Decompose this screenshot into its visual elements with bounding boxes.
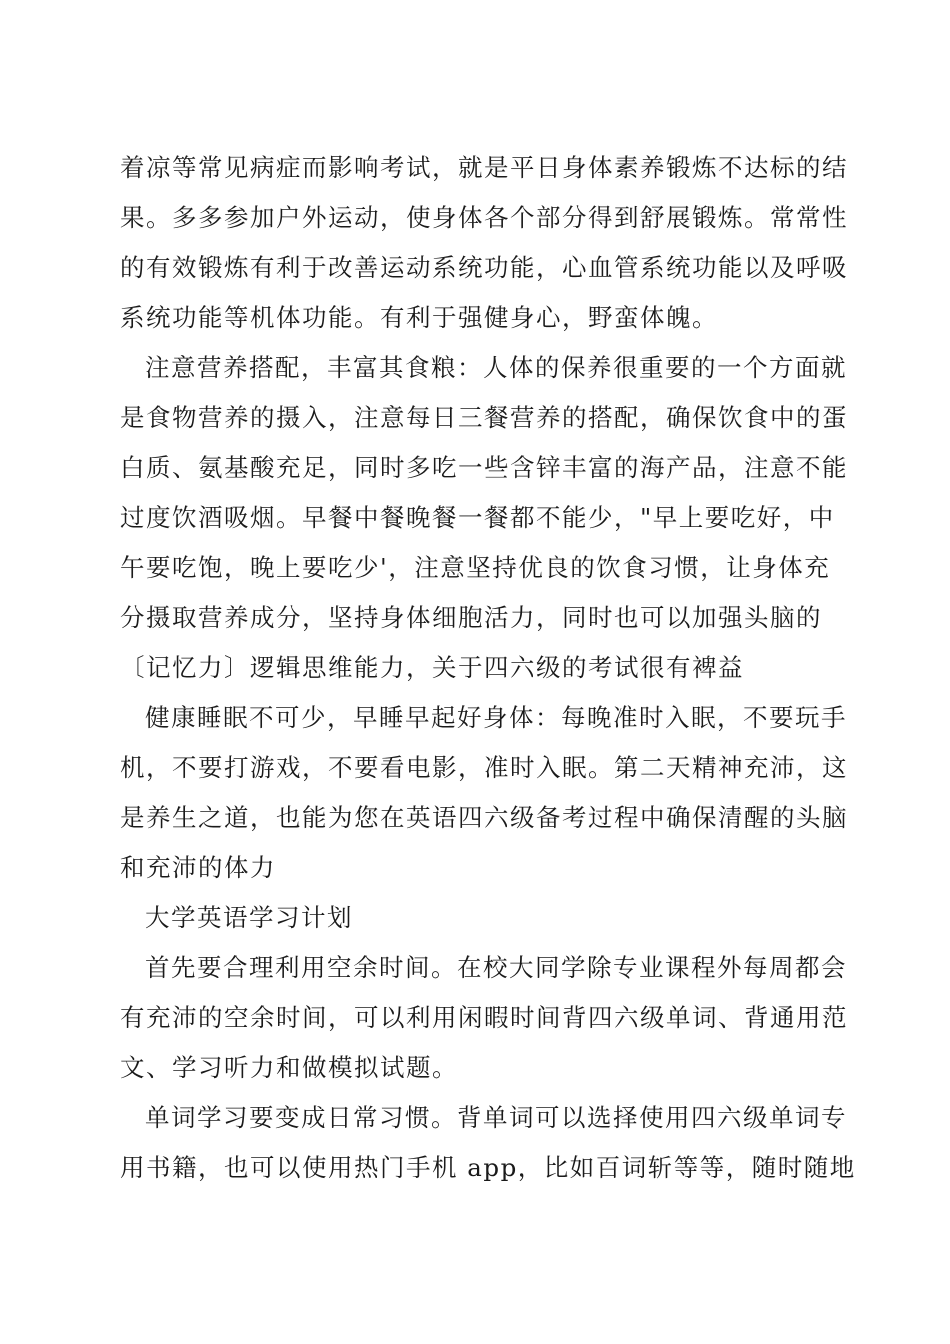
text-line: 和充沛的体力 (120, 853, 276, 882)
text-line: 着凉等常见病症而影响考试，就是平日身体素养锻炼不达标的结 (120, 153, 848, 182)
text-line: 单词学习要变成日常习惯。背单词可以选择使用四六级单词专 (145, 1103, 847, 1132)
text-line: 机，不要打游戏，不要看电影，准时入眠。第二天精神充沛，这 (120, 753, 848, 782)
text-line: 的有效锻炼有利于改善运动系统功能，心血管系统功能以及呼吸 (120, 253, 848, 282)
text-line: 白质、氨基酸充足，同时多吃一些含锌丰富的海产品，注意不能 (120, 453, 848, 482)
text-line: 系统功能等机体功能。有利于强健身心，野蛮体魄。 (120, 303, 718, 332)
text-line: 过度饮酒吸烟。早餐中餐晚餐一餐都不能少，"早上要吃好，中 (120, 503, 835, 532)
text-line: 是食物营养的摄入，注意每日三餐营养的搭配，确保饮食中的蛋 (120, 403, 848, 432)
text-line: 午要吃饱，晚上要吃少'，注意坚持优良的饮食习惯，让身体充 (120, 553, 831, 582)
text-line: 分摄取营养成分，坚持身体细胞活力，同时也可以加强头脑的 (120, 603, 822, 632)
section-heading: 大学英语学习计划 (145, 903, 353, 932)
text-line: 健康睡眠不可少，早睡早起好身体：每晚准时入眠，不要玩手 (145, 703, 847, 732)
text-line: 首先要合理利用空余时间。在校大同学除专业课程外每周都会 (145, 953, 847, 982)
text-line: 〔记忆力〕逻辑思维能力，关于四六级的考试很有裨益 (120, 653, 744, 682)
text-line: 文、学习听力和做模拟试题。 (120, 1053, 458, 1082)
text-line: 注意营养搭配，丰富其食粮：人体的保养很重要的一个方面就 (145, 353, 847, 382)
text-line: 用书籍，也可以使用热门手机 app，比如百词斩等等，随时随地 (120, 1153, 856, 1182)
text-line: 有充沛的空余时间，可以利用闲暇时间背四六级单词、背通用范 (120, 1003, 848, 1032)
text-line: 果。多多参加户外运动，使身体各个部分得到舒展锻炼。常常性 (120, 203, 848, 232)
text-line: 是养生之道，也能为您在英语四六级备考过程中确保清醒的头脑 (120, 803, 848, 832)
